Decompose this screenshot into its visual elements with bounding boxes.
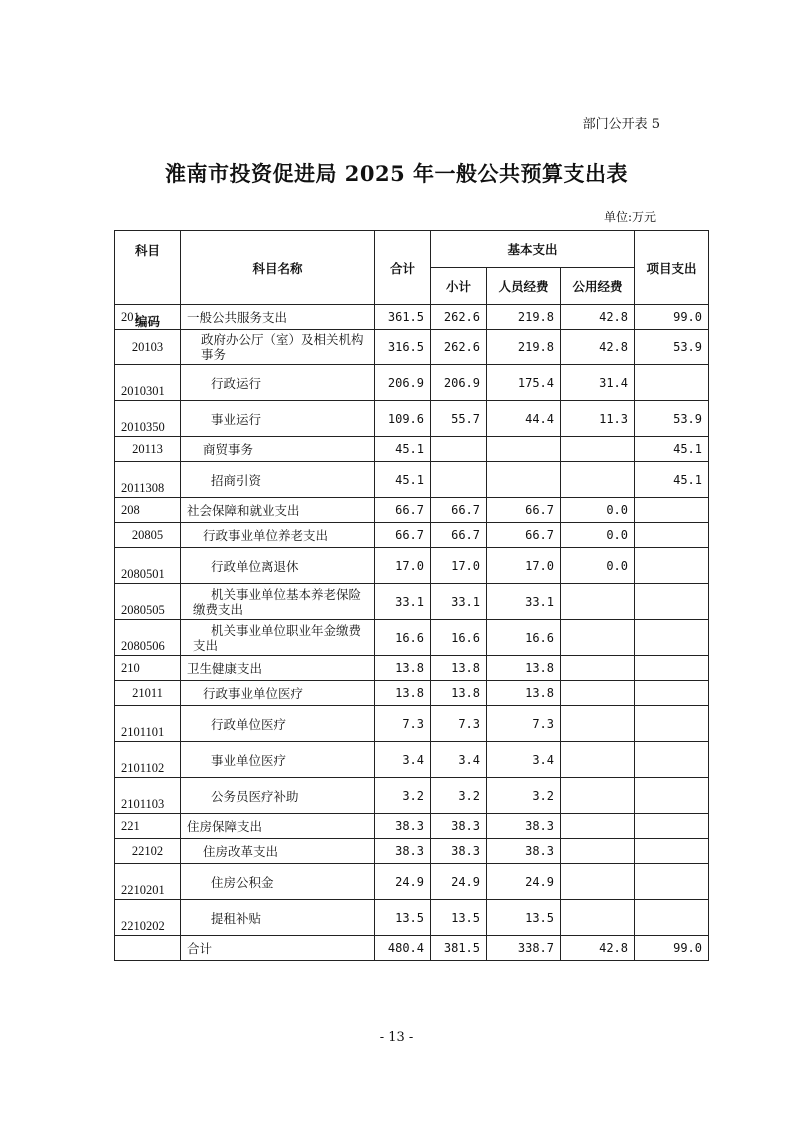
subject-name: 卫生健康支出 [181,656,375,681]
total-value: 45.1 [375,462,431,498]
subtotal-value: 38.3 [431,839,487,864]
subtotal-value: 55.7 [431,401,487,437]
header-project: 项目支出 [635,231,709,305]
public-value: 31.4 [561,365,635,401]
header-name: 科目名称 [181,231,375,305]
budget-table [114,230,709,961]
personnel-value: 33.1 [487,584,561,620]
personnel-value: 44.4 [487,401,561,437]
project-value: 99.0 [635,305,709,330]
subject-code: 2080506 [115,620,181,656]
subtotal-value: 16.6 [431,620,487,656]
subject-name: 招商引资 [181,462,375,498]
personnel-value: 13.5 [487,900,561,936]
subtotal-value: 7.3 [431,706,487,742]
project-value [635,656,709,681]
personnel-value: 219.8 [487,305,561,330]
total-value: 33.1 [375,584,431,620]
total-value: 3.4 [375,742,431,778]
project-value [635,523,709,548]
total-value: 45.1 [375,437,431,462]
total-row [115,936,709,961]
table-row [115,864,709,900]
project-value [635,742,709,778]
subtotal-value: 206.9 [431,365,487,401]
subtotal-value [431,437,487,462]
project-value: 53.9 [635,401,709,437]
total-value: 66.7 [375,498,431,523]
subject-code: 20103 [115,330,181,365]
personnel-value [487,462,561,498]
project-value: 45.1 [635,462,709,498]
public-value [561,778,635,814]
header-total: 合计 [375,231,431,305]
subtotal-value: 3.2 [431,778,487,814]
personnel-value: 3.4 [487,742,561,778]
page-number: - 13 - [379,1030,414,1045]
subtotal-value: 262.6 [431,330,487,365]
project-value: 99.0 [635,936,709,961]
project-value [635,498,709,523]
subject-name: 提租补贴 [181,900,375,936]
document-title: 淮南市投资促进局 2025 年一般公共预算支出表 [164,161,629,186]
total-value: 3.2 [375,778,431,814]
total-value: 38.3 [375,814,431,839]
table-row [115,401,709,437]
public-value: 11.3 [561,401,635,437]
subject-name: 事业单位医疗 [181,742,375,778]
subject-code: 20805 [115,523,181,548]
subtotal-value: 24.9 [431,864,487,900]
subject-code: 2101101 [115,706,181,742]
subtotal-value: 33.1 [431,584,487,620]
total-value: 13.5 [375,900,431,936]
total-value: 13.8 [375,656,431,681]
total-label: 合计 [181,936,375,961]
public-value: 42.8 [561,936,635,961]
public-value: 0.0 [561,498,635,523]
total-value: 206.9 [375,365,431,401]
subject-name: 行政运行 [181,365,375,401]
table-row [115,839,709,864]
table-row [115,437,709,462]
subject-name: 政府办公厅（室）及相关机构事务 [181,330,375,365]
table-row [115,900,709,936]
public-value [561,814,635,839]
subject-name: 事业运行 [181,401,375,437]
public-value [561,681,635,706]
table-row [115,814,709,839]
table-row [115,706,709,742]
subtotal-value: 13.8 [431,681,487,706]
personnel-value: 175.4 [487,365,561,401]
public-value [561,584,635,620]
subject-name: 行政单位离退休 [181,548,375,584]
subtotal-value: 38.3 [431,814,487,839]
subject-name: 住房公积金 [181,864,375,900]
table-row [115,584,709,620]
subject-name: 机关事业单位基本养老保险缴费支出 [181,584,375,620]
personnel-value: 338.7 [487,936,561,961]
subject-name: 行政事业单位医疗 [181,681,375,706]
subject-code [115,936,181,961]
public-value [561,656,635,681]
total-value: 16.6 [375,620,431,656]
subject-code: 21011 [115,681,181,706]
total-value: 38.3 [375,839,431,864]
subject-code: 210 [115,656,181,681]
personnel-value: 17.0 [487,548,561,584]
subtotal-value [431,462,487,498]
table-row [115,620,709,656]
personnel-value: 66.7 [487,523,561,548]
header-basic: 基本支出 [431,231,635,268]
project-value [635,900,709,936]
personnel-value: 13.8 [487,656,561,681]
table-row [115,523,709,548]
subject-code: 2101103 [115,778,181,814]
table-row [115,305,709,330]
subject-name: 住房保障支出 [181,814,375,839]
project-value [635,681,709,706]
public-value: 0.0 [561,523,635,548]
subject-name: 行政事业单位养老支出 [181,523,375,548]
subject-name: 商贸事务 [181,437,375,462]
subtotal-value: 13.8 [431,656,487,681]
table-row [115,330,709,365]
personnel-value: 24.9 [487,864,561,900]
subject-code: 2080501 [115,548,181,584]
public-value [561,864,635,900]
subject-code: 2080505 [115,584,181,620]
personnel-value: 13.8 [487,681,561,706]
personnel-value: 3.2 [487,778,561,814]
subject-code: 201 [115,305,181,330]
total-value: 24.9 [375,864,431,900]
total-value: 13.8 [375,681,431,706]
table-row [115,742,709,778]
public-value [561,742,635,778]
public-value: 0.0 [561,548,635,584]
subject-name: 社会保障和就业支出 [181,498,375,523]
personnel-value: 219.8 [487,330,561,365]
project-value [635,584,709,620]
subtotal-value: 381.5 [431,936,487,961]
subtotal-value: 17.0 [431,548,487,584]
subject-code: 2210201 [115,864,181,900]
total-value: 480.4 [375,936,431,961]
subtotal-value: 3.4 [431,742,487,778]
total-value: 316.5 [375,330,431,365]
header-code-top: 科目 [134,243,160,258]
subject-code: 2210202 [115,900,181,936]
public-value [561,462,635,498]
subtotal-value: 66.7 [431,523,487,548]
project-value [635,839,709,864]
table-row [115,462,709,498]
total-value: 66.7 [375,523,431,548]
subject-name: 住房改革支出 [181,839,375,864]
header-personnel: 人员经费 [487,268,561,305]
subject-code: 208 [115,498,181,523]
subtotal-value: 262.6 [431,305,487,330]
personnel-value: 38.3 [487,839,561,864]
public-value [561,900,635,936]
table-row [115,365,709,401]
personnel-value: 16.6 [487,620,561,656]
subject-code: 2010301 [115,365,181,401]
public-value [561,839,635,864]
subject-name: 一般公共服务支出 [181,305,375,330]
personnel-value: 7.3 [487,706,561,742]
subject-code: 2010350 [115,401,181,437]
total-value: 361.5 [375,305,431,330]
subject-code: 2101102 [115,742,181,778]
public-value: 42.8 [561,330,635,365]
subject-name: 公务员医疗补助 [181,778,375,814]
project-value [635,365,709,401]
subject-name: 机关事业单位职业年金缴费支出 [181,620,375,656]
total-value: 109.6 [375,401,431,437]
project-value: 45.1 [635,437,709,462]
table-row [115,681,709,706]
project-value [635,620,709,656]
subject-name: 行政单位医疗 [181,706,375,742]
table-number: 部门公开表 5 [582,117,660,132]
public-value [561,620,635,656]
header-code-bottom: 编码 [134,314,160,329]
project-value [635,778,709,814]
personnel-value: 38.3 [487,814,561,839]
subject-code: 2011308 [115,462,181,498]
public-value [561,437,635,462]
table-row [115,656,709,681]
header-subtotal: 小计 [431,268,487,305]
table-row [115,498,709,523]
table-row [115,548,709,584]
project-value [635,864,709,900]
unit-label: 单位:万元 [603,210,656,224]
personnel-value [487,437,561,462]
subject-code: 20113 [115,437,181,462]
total-value: 7.3 [375,706,431,742]
total-value: 17.0 [375,548,431,584]
public-value [561,706,635,742]
project-value [635,706,709,742]
subtotal-value: 66.7 [431,498,487,523]
table-row [115,778,709,814]
subject-code: 221 [115,814,181,839]
project-value: 53.9 [635,330,709,365]
subject-code: 22102 [115,839,181,864]
header-public: 公用经费 [561,268,635,305]
subtotal-value: 13.5 [431,900,487,936]
personnel-value: 66.7 [487,498,561,523]
project-value [635,814,709,839]
project-value [635,548,709,584]
public-value: 42.8 [561,305,635,330]
